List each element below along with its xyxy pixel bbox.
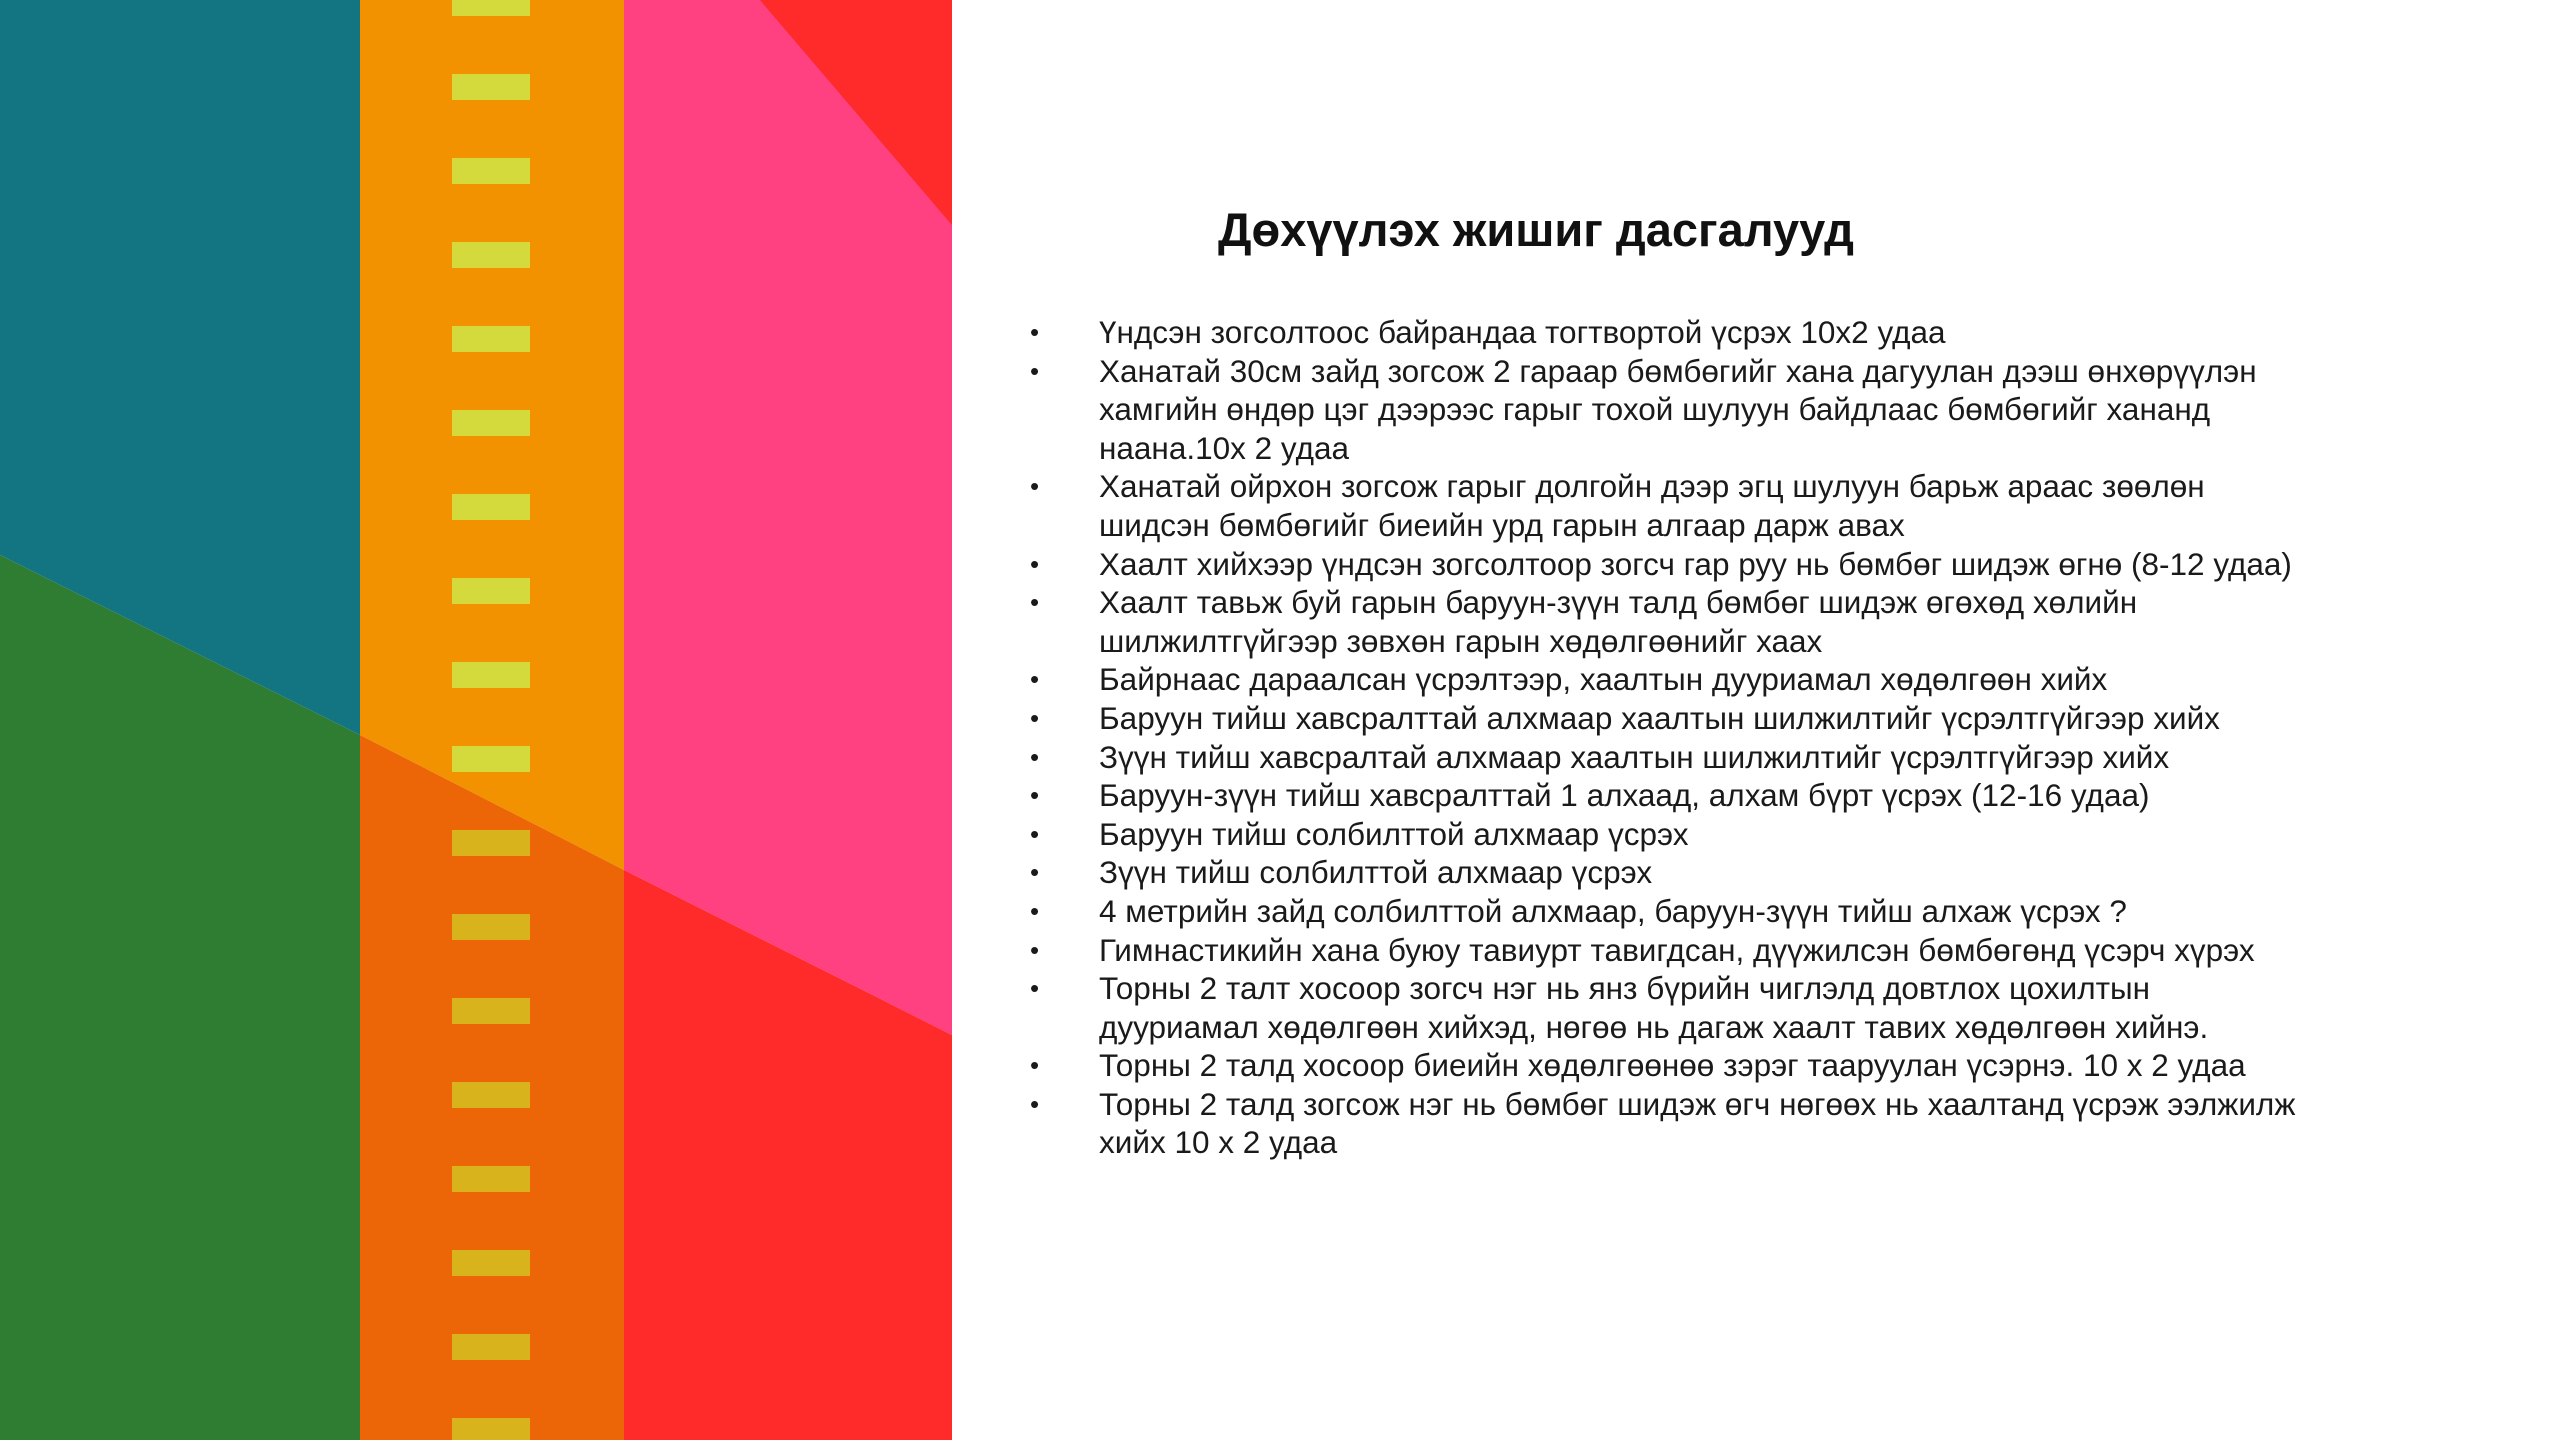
list-item-text: Торны 2 талт хосоор зогсч нэг нь янз бүрийн чиглэлд довтлох цохилтын дууриамал хөдөлгөөн хийхэд, нөгөө нь дагаж хаалт тавих хөдөлгөөн хийнэ. xyxy=(1099,970,2209,1045)
list-item-text: Үндсэн зогсолтоос байрандаа тогтвортой үсрэх 10х2 удаа xyxy=(1099,314,1946,350)
list-item-text: Гимнастикийн хана буюу тавиурт тавигдсан, дүүжилсэн бөмбөгөнд үсэрч хүрэх xyxy=(1099,931,2255,968)
bullet-dot: • xyxy=(1030,1088,1040,1119)
list-item xyxy=(1000,815,2299,854)
bullet-dot: • xyxy=(1030,317,1040,347)
bullet-dot: • xyxy=(1030,973,1040,1004)
bullet-dot: • xyxy=(1030,587,1040,618)
list-item xyxy=(1000,352,2299,468)
list-item-text: Баруун тийш хавсралттай алхмаар хаалтын шилжилтийг үсрэлтгүйгээр хийх xyxy=(1099,699,2220,736)
stripe-dash xyxy=(452,914,530,940)
list-item-text: Баруун тийш солбилттой алхмаар үсрэх xyxy=(1099,815,1689,852)
color-blocks-graphic xyxy=(0,0,952,1440)
bullet-dot: • xyxy=(1030,895,1040,926)
list-item xyxy=(1000,931,2299,970)
list-item xyxy=(1000,660,2299,699)
list-item-text: Торны 2 талд хосоор биеийн хөдөлгөөнөө зэрэг тааруулан үсэрнэ. 10 х 2 удаа xyxy=(1099,1047,2246,1084)
bullet-dot: • xyxy=(1030,934,1040,965)
bullet-dot: • xyxy=(1030,780,1040,811)
list-item xyxy=(1000,738,2299,777)
stripe-dash xyxy=(452,242,530,268)
stripe-dash xyxy=(452,74,530,100)
bullet-dot: • xyxy=(1030,741,1040,772)
stripe-dash xyxy=(452,1334,530,1360)
bullet-dot: • xyxy=(1030,818,1040,849)
list-item-text: Торны 2 талд зогсож нэг нь бөмбөг шидэж өгч нөгөөх нь хаалтанд үсрэж ээлжилж хийх 10 х 2 удаа xyxy=(1099,1085,2296,1161)
decorative-color-panel xyxy=(0,0,952,1440)
list-item xyxy=(1000,699,2299,738)
stripe-dash xyxy=(452,830,530,856)
list-item-text: Зүүн тийш солбилттой алхмаар үсрэх xyxy=(1099,854,1653,891)
list-item xyxy=(1000,892,2299,931)
stripe-dash xyxy=(452,1166,530,1192)
stripe-dash xyxy=(452,578,530,604)
slide-title: Дөхүүлэх жишиг дасгалууд xyxy=(1218,203,1854,256)
stripe-dash xyxy=(452,746,530,772)
list-item xyxy=(1000,313,2299,352)
slide-content xyxy=(1000,195,2520,1162)
bullet-dot: • xyxy=(1030,857,1040,888)
list-item xyxy=(1000,545,2299,584)
list-item xyxy=(1000,1085,2299,1162)
list-item xyxy=(1000,467,2299,544)
list-item-text: Ханатай 30см зайд зогсож 2 гараар бөмбөгийг хана дагуулан дээш өнхөрүүлэн хамгийн өндөр цэг дээрээс гарыг тохой шулуун байдлаас бөмбөгийг хананд наана.10х 2 удаа xyxy=(1099,352,2257,466)
list-item-text: Ханатай ойрхон зогсож гарыг долгойн дээр эгц шулуун барьж араас зөөлөн шидсэн бөмбөгийг биеийн урд гарын алгаар дарж авах xyxy=(1099,468,2205,543)
stripe-dash xyxy=(452,1418,530,1440)
stripe-dash xyxy=(452,998,530,1024)
list-item-text: Хаалт хийхээр үндсэн зогсолтоор зогсч гар руу нь бөмбөг шидэж өгнө (8-12 удаа) xyxy=(1099,545,2292,582)
bullet-dot: • xyxy=(1030,1050,1040,1081)
stripe-dash xyxy=(452,1250,530,1276)
stripe-dash xyxy=(452,410,530,436)
bullet-dot: • xyxy=(1030,355,1040,386)
bullet-dot: • xyxy=(1030,702,1040,733)
list-item xyxy=(1000,583,2299,660)
list-item-text: 4 метрийн зайд солбилттой алхмаар, баруун-зүүн тийш алхаж үсрэх ? xyxy=(1099,892,2127,929)
stripe-dash xyxy=(452,0,530,16)
stripe-dash xyxy=(452,494,530,520)
list-item-text: Байрнаас дараалсан үсрэлтээр, хаалтын дууриамал хөдөлгөөн хийх xyxy=(1099,661,2108,698)
list-item-text: Зүүн тийш хавсралтай алхмаар хаалтын шилжилтийг үсрэлтгүйгээр хийх xyxy=(1099,738,2170,775)
list-item-text: Баруун-зүүн тийш хавсралттай 1 алхаад, алхам бүрт үсрэх (12-16 удаа) xyxy=(1099,777,2150,814)
bullet-dot: • xyxy=(1030,664,1040,695)
list-item xyxy=(1000,1046,2299,1085)
stripe-dash xyxy=(452,326,530,352)
bullet-dot: • xyxy=(1030,471,1040,502)
stripe-dash xyxy=(452,158,530,184)
bullet-dot: • xyxy=(1030,548,1040,579)
exercise-list xyxy=(1000,313,2520,1162)
list-item xyxy=(1000,969,2299,1046)
list-item-text: Хаалт тавьж буй гарын баруун-зүүн талд бөмбөг шидэж өгөхөд хөлийн шилжилтгүйгээр зөвхөн гарын хөдөлгөөнийг хаах xyxy=(1099,584,2138,659)
list-item xyxy=(1000,853,2299,892)
list-item xyxy=(1000,776,2299,815)
stripe-dash xyxy=(452,662,530,688)
stripe-dash xyxy=(452,1082,530,1108)
